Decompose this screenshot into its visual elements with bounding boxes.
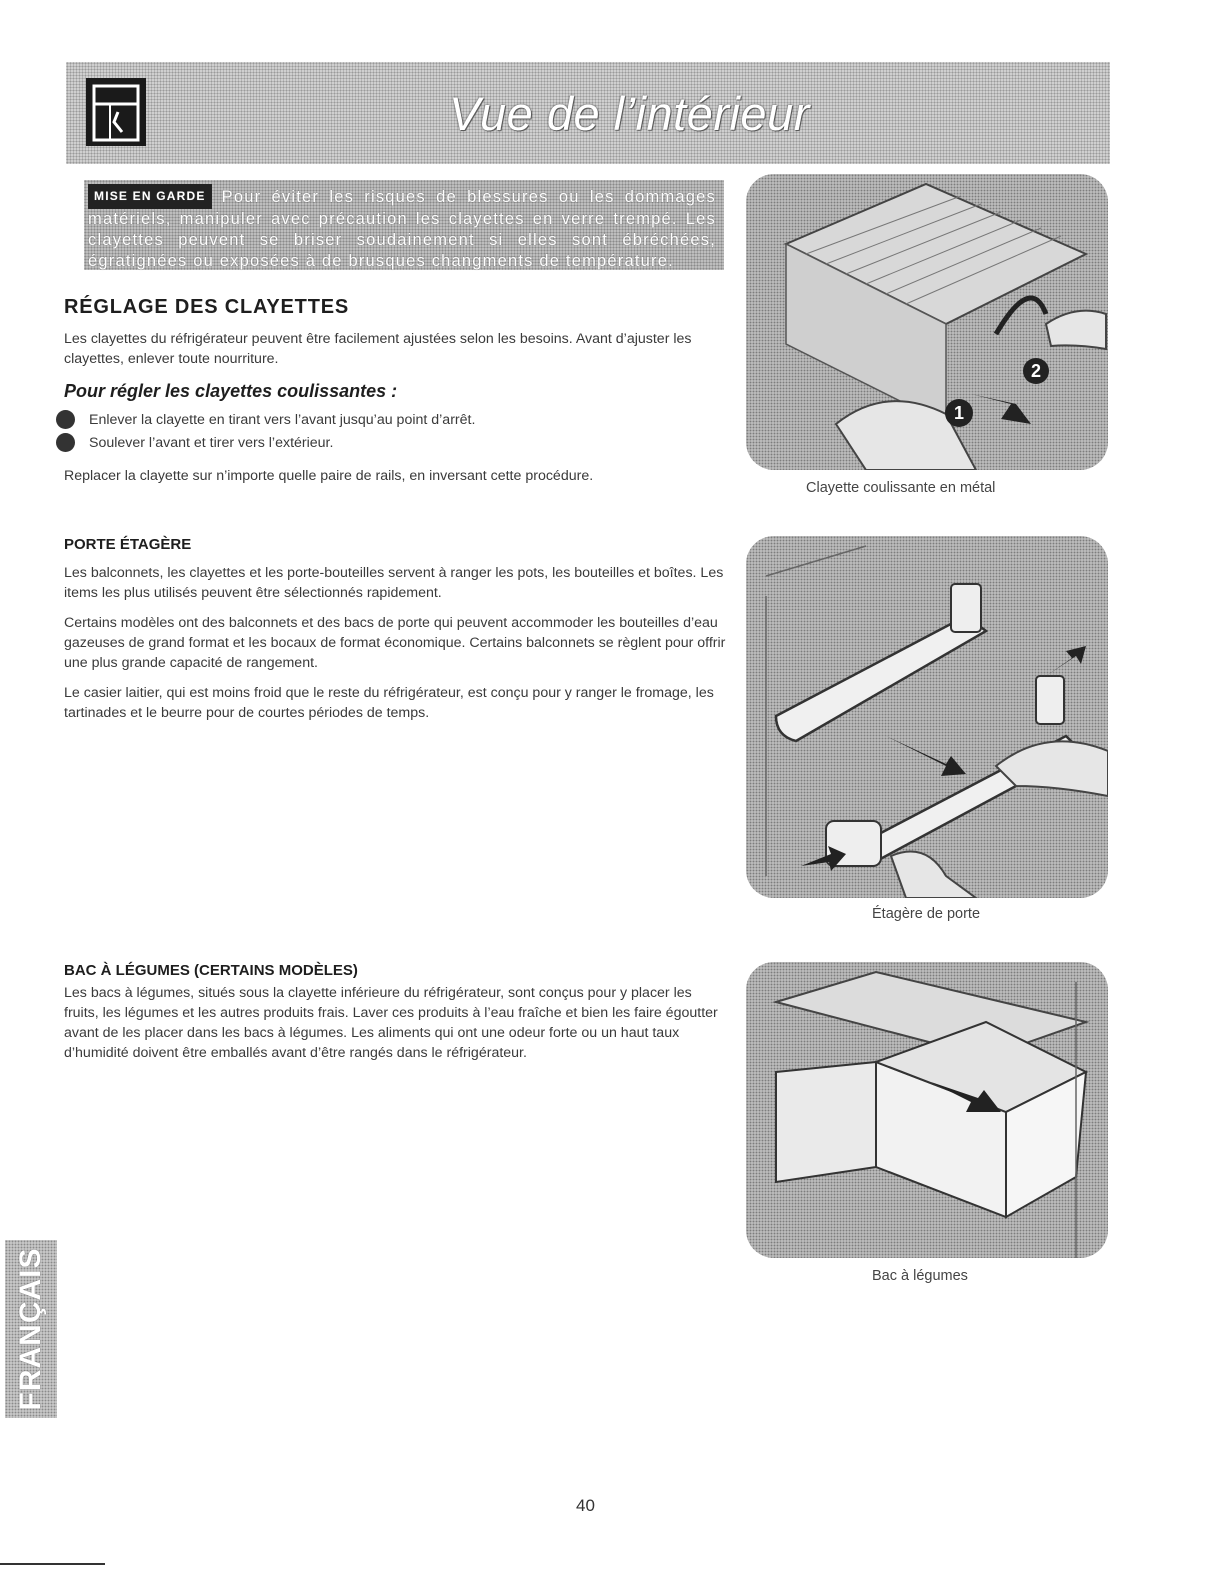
shelves-outro: Replacer la clayette sur n’importe quelle paire de rails, en inversant cette procédure. <box>64 468 594 484</box>
step-2 <box>56 433 728 452</box>
step-number-2-icon <box>56 433 75 452</box>
warning-message: Pour éviter les risques de blessures ou les dommages matériels, manipuler avec précaution les clayettes en verre trempé. Les clayettes peuvent se briser soudainement si elles sont ébréchées, égratignées ou exposées à de brusques changments de température. <box>88 188 716 270</box>
shelves-section <box>64 296 728 486</box>
crisper-p1: Les bacs à légumes, situés sous la clayette inférieure du réfrigérateur, sont conçus pour y placer les fruits, les légumes et les autres produits frais. Laver ces produits à l’eau fraîche et bien les faire égoutter avant de les placer dans les bacs à légumes. Les aliments qui ont une odeur forte ou un haut taux d’humidité doivent être emballés avant d’être rangés dans le réfrigérateur. <box>64 985 718 1061</box>
crisper-section <box>64 962 728 1063</box>
header-band <box>66 62 1110 164</box>
shelves-intro: Les clayettes du réfrigérateur peuvent être facilement ajustées selon les besoins. Avant d’ajuster les clayettes, enlever toute nourriture. <box>64 331 692 367</box>
figure-label-1: 1 <box>953 403 965 423</box>
warning-badge: MISE EN GARDE <box>88 184 212 209</box>
refrigerator-icon <box>86 78 146 146</box>
language-tab <box>5 1240 57 1418</box>
crisper-bin-caption: Bac à légumes <box>872 1268 968 1284</box>
warning-text <box>88 184 716 272</box>
page-number: 40 <box>576 1496 595 1515</box>
warning-box <box>84 180 724 270</box>
step-1-text: Enlever la clayette en tirant vers l’avant jusqu’au point d’arrêt. <box>89 411 476 428</box>
sliding-shelves-heading: Pour régler les clayettes coulissantes : <box>64 381 398 401</box>
door-shelf-p1: Les balconnets, les clayettes et les porte-bouteilles servent à ranger les pots, les bouteilles et boîtes. Les items les plus utilisés peuvent être sélectionnés rapidement. <box>64 565 724 601</box>
figure-label-2: 2 <box>1030 361 1042 381</box>
footer-divider <box>0 1563 105 1565</box>
step-2-text: Soulever l’avant et tirer vers l’extérieur. <box>89 434 334 451</box>
door-shelf-p3: Le casier laitier, qui est moins froid que le reste du réfrigérateur, est conçu pour y ranger le fromage, les tartinades et le beurre pour de courtes périodes de temps. <box>64 685 714 721</box>
door-shelf-illustration <box>746 536 1108 898</box>
shelves-heading: RÉGLAGE DES CLAYETTES <box>64 296 349 318</box>
door-shelf-caption: Étagère de porte <box>872 906 981 922</box>
sliding-shelf-caption: Clayette coulissante en métal <box>806 480 996 496</box>
page-title: Vue de l’intérieur <box>449 87 810 140</box>
door-shelf-section <box>64 536 728 723</box>
step-number-1-icon <box>56 410 75 429</box>
step-1 <box>56 410 728 429</box>
sliding-shelf-illustration <box>746 174 1108 470</box>
crisper-heading: BAC À LÉGUMES (CERTAINS MODÈLES) <box>64 962 358 979</box>
door-shelf-p2: Certains modèles ont des balconnets et des bacs de porte qui peuvent accommoder les bouteilles d’eau gazeuses de grand format et les bocaux de format économique. Certains balconnets se règlent pour offrir une plus grande capacité de rangement. <box>64 615 726 671</box>
language-tab-label: FRANÇAIS <box>14 1247 47 1411</box>
crisper-bin-illustration <box>746 962 1108 1258</box>
door-shelf-heading: PORTE ÉTAGÈRE <box>64 536 192 553</box>
